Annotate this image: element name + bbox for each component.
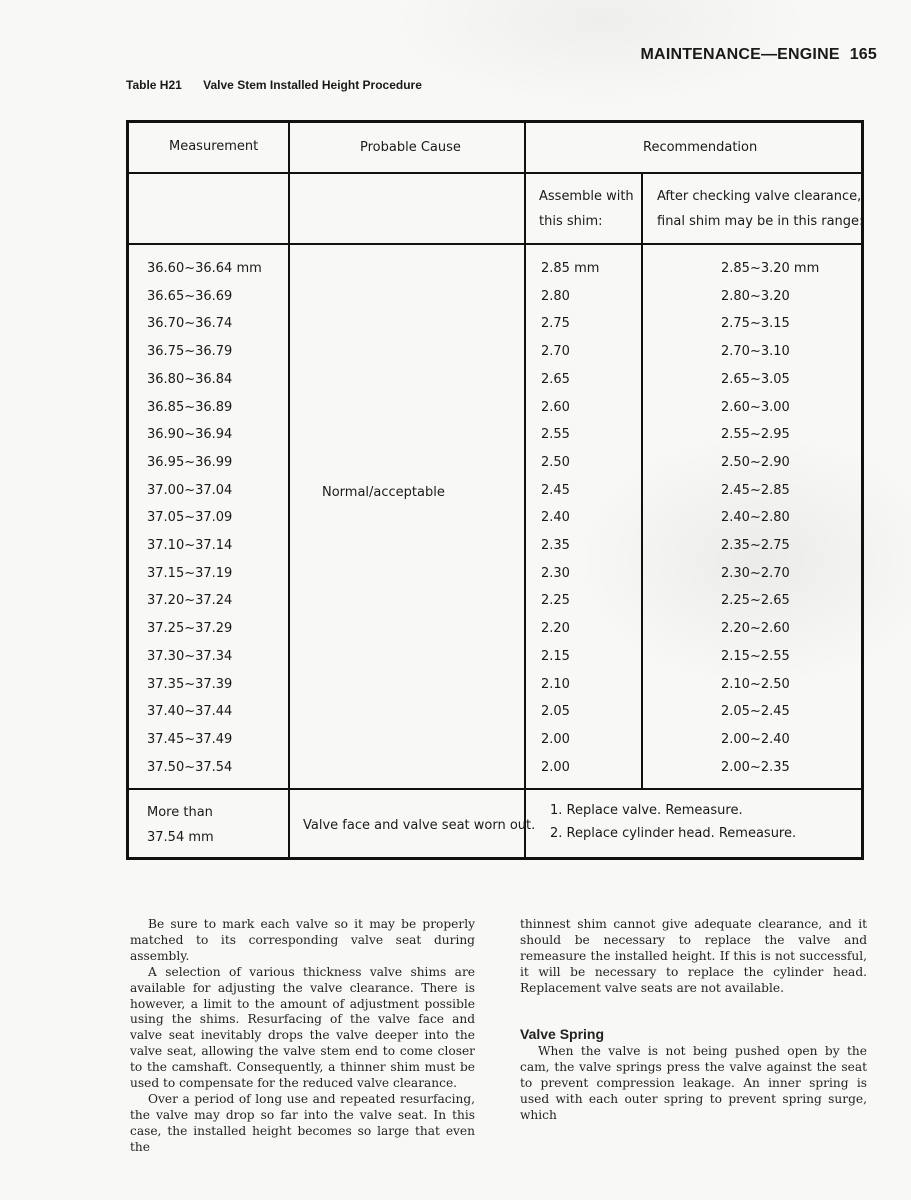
table-row [129, 316, 861, 340]
table-row [129, 372, 861, 396]
table-row [129, 400, 861, 424]
range-cell: 2.15~2.55 [721, 648, 790, 664]
worn-recommendation-2: 2. Replace cylinder head. Remeasure. [550, 826, 797, 841]
shim-cell: 2.10 [541, 676, 570, 692]
paragraph: Be sure to mark each valve so it may be properly matched to its corresponding valve seat during assembly. [130, 917, 475, 963]
table-row [129, 704, 861, 728]
range-cell: 2.85~3.20 mm [721, 261, 820, 276]
paragraph: Over a period of long use and repeated resurfacing, the valve may drop so far into the valve seat. In this case, the installed height becomes so large that even the [130, 1091, 475, 1154]
shim-cell: 2.45 [541, 482, 570, 498]
shim-cell: 2.75 [541, 316, 570, 332]
header-probable-cause: Probable Cause [360, 140, 461, 155]
table-row [129, 483, 861, 507]
shim-cell: 2.15 [541, 648, 570, 664]
body-column-left [130, 917, 475, 1156]
shim-cell: 2.50 [541, 454, 570, 470]
shim-cell: 2.70 [541, 344, 570, 360]
subheader-assemble-line2: this shim: [539, 214, 603, 229]
table-caption [126, 78, 422, 92]
range-cell: 2.50~2.90 [721, 454, 790, 470]
valve-height-table [126, 120, 864, 860]
measurement-cell: 37.10~37.14 [147, 538, 233, 553]
running-head [641, 46, 877, 64]
range-cell: 2.00~2.35 [721, 759, 790, 775]
table-row [129, 760, 861, 784]
range-cell: 2.20~2.60 [721, 621, 790, 637]
body-column-right [520, 917, 867, 1124]
shim-cell: 2.00 [541, 731, 570, 747]
shim-cell: 2.55 [541, 427, 570, 443]
measurement-cell: 37.20~37.24 [147, 593, 233, 609]
shim-cell: 2.80 [541, 288, 570, 304]
measurement-cell: 36.85~36.89 [147, 399, 233, 415]
subheader-divider [129, 243, 861, 245]
shim-cell: 2.00 [541, 759, 570, 775]
measurement-cell: 37.40~37.44 [147, 704, 233, 720]
subheader-assemble-line1: Assemble with [539, 189, 634, 204]
table-row [129, 261, 861, 285]
shim-cell: 2.20 [541, 621, 570, 637]
measurement-cell: 37.05~37.09 [147, 510, 233, 526]
range-cell: 2.70~3.10 [721, 344, 790, 360]
table-row [129, 538, 861, 562]
range-cell: 2.25~2.65 [721, 593, 790, 609]
table-row [129, 566, 861, 590]
range-cell: 2.55~2.95 [721, 427, 790, 443]
shim-cell: 2.85 mm [541, 261, 600, 276]
shim-cell: 2.60 [541, 399, 570, 415]
cause-normal: Normal/acceptable [322, 485, 445, 500]
measurement-cell: 37.00~37.04 [147, 482, 233, 498]
table-row [129, 455, 861, 479]
subheader-range-line1: After checking valve clearance, [657, 189, 862, 204]
table-title: Valve Stem Installed Height Procedure [203, 78, 422, 92]
table-row [129, 510, 861, 534]
header-recommendation: Recommendation [643, 140, 758, 155]
section-heading-valve-spring: Valve Spring [520, 1025, 605, 1042]
table-row [129, 344, 861, 368]
header-divider [129, 172, 861, 174]
range-cell: 2.35~2.75 [721, 538, 790, 553]
range-cell: 2.75~3.15 [721, 316, 790, 332]
measurement-cell: 37.15~37.19 [147, 565, 233, 581]
measurement-cell: 36.90~36.94 [147, 427, 233, 443]
header-measurement: Measurement [169, 139, 259, 154]
shim-cell: 2.40 [541, 510, 570, 526]
paragraph: When the valve is not being pushed open by the cam, the valve springs press the valve against the seat to prevent compression leakage. An inner spring is used with each outer spring to prevent spring surge, which [520, 1044, 867, 1123]
measurement-cell: 36.80~36.84 [147, 371, 233, 387]
shim-cell: 2.30 [541, 565, 570, 581]
table-row [129, 621, 861, 645]
range-cell: 2.65~3.05 [721, 371, 790, 387]
table-row [129, 593, 861, 617]
measurement-cell: 37.25~37.29 [147, 621, 233, 637]
shim-cell: 2.35 [541, 538, 570, 553]
range-cell: 2.60~3.00 [721, 399, 790, 415]
measurement-cell: 37.50~37.54 [147, 759, 233, 775]
worn-measurement-line2: 37.54 mm [147, 830, 214, 845]
measurement-cell: 37.30~37.34 [147, 648, 233, 664]
subheader-range-line2: final shim may be in this range: [657, 214, 864, 229]
worn-recommendation-1: 1. Replace valve. Remeasure. [550, 803, 743, 818]
table-row [129, 427, 861, 451]
range-cell: 2.10~2.50 [721, 676, 790, 692]
measurement-cell: 36.70~36.74 [147, 316, 233, 332]
worn-row-divider [129, 788, 861, 790]
worn-measurement-line1: More than [147, 805, 213, 820]
shim-cell: 2.05 [541, 704, 570, 720]
shim-cell: 2.25 [541, 593, 570, 609]
section-title: MAINTENANCE—ENGINE [640, 46, 840, 63]
table-row [129, 677, 861, 701]
range-cell: 2.00~2.40 [721, 731, 790, 747]
measurement-cell: 36.65~36.69 [147, 288, 233, 304]
range-cell: 2.45~2.85 [721, 482, 790, 498]
range-cell: 2.05~2.45 [721, 704, 790, 720]
paragraph: A selection of various thickness valve shims are available for adjusting the valve clearance. There is however, a limit to the amount of adjustment possible using the shims. Resurfacing of the valve face and valve seat inevitably drops the valve deeper into the valve seat, allowing the valve stem end to come closer to the camshaft. Consequently, a thinner shim must be used to compensate for the reduced valve clearance. [130, 964, 475, 1091]
range-cell: 2.30~2.70 [721, 565, 790, 581]
table-row [129, 649, 861, 673]
table-row [129, 732, 861, 756]
worn-cause: Valve face and valve seat worn out. [303, 818, 536, 833]
range-cell: 2.80~3.20 [721, 288, 790, 304]
paragraph-continued: thinnest shim cannot give adequate clearance, and it should be necessary to replace the valve and remeasure the installed height. If this is not successful, it will be necessary to replace the cylinder head. Replacement valve seats are not available. [520, 917, 867, 995]
range-cell: 2.40~2.80 [721, 510, 790, 526]
page-number: 165 [849, 46, 877, 63]
measurement-cell: 36.75~36.79 [147, 344, 233, 360]
measurement-cell: 36.60~36.64 mm [147, 261, 262, 276]
table-number: Table H21 [126, 78, 182, 92]
shim-cell: 2.65 [541, 371, 570, 387]
table-row [129, 289, 861, 313]
measurement-cell: 36.95~36.99 [147, 454, 233, 470]
measurement-cell: 37.35~37.39 [147, 676, 233, 692]
measurement-cell: 37.45~37.49 [147, 731, 233, 747]
